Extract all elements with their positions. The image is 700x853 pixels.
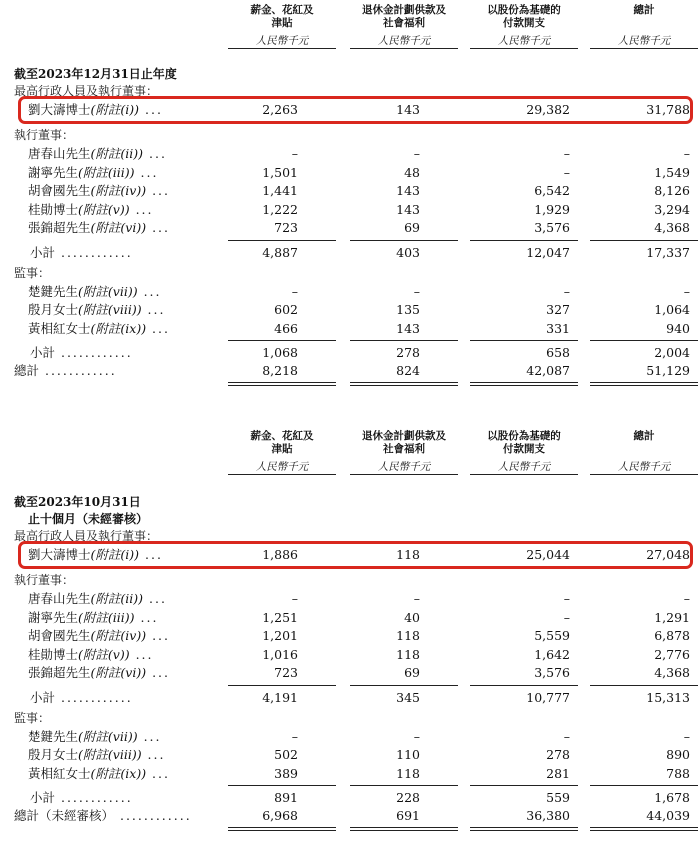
row-value: 143 — [396, 320, 420, 336]
row-name — [28, 728, 162, 745]
row-value: 143 — [396, 102, 420, 117]
row-note: (附註(v)) — [78, 646, 130, 662]
table-row — [0, 283, 700, 300]
table-row — [0, 664, 700, 681]
row-value: 4,887 — [262, 244, 298, 260]
row-value: – — [683, 728, 690, 744]
row-name — [28, 627, 170, 644]
column-header-line: 薪金、花紅及 — [250, 4, 314, 16]
row-value: 502 — [274, 747, 298, 762]
row-note: (附註(i)) — [90, 102, 140, 117]
group-label-supervisors: 監事： — [14, 265, 51, 280]
column-header-line: 社會福利 — [383, 17, 425, 29]
row-value: 331 — [546, 320, 570, 336]
row-value: – — [291, 146, 298, 161]
row-note: (附註(viii)) — [78, 302, 142, 317]
row-value: 3,576 — [534, 220, 570, 235]
column-header-line: 總計 — [633, 4, 655, 16]
row-name — [28, 746, 165, 763]
row-value: 723 — [274, 220, 298, 235]
double-rule — [228, 827, 336, 831]
column-unit: 人民幣千元 — [590, 34, 698, 49]
column-unit: 人民幣千元 — [350, 34, 458, 49]
group-label-supervisors: 監事： — [14, 710, 51, 725]
table-row — [0, 646, 700, 663]
row-value: 40 — [404, 609, 420, 625]
row-value: 8,218 — [262, 363, 298, 378]
row-name — [30, 244, 133, 261]
row-value: – — [563, 283, 570, 299]
row-name — [28, 182, 170, 199]
group-label-executive: 執行董事： — [14, 573, 75, 587]
row-value: 135 — [396, 302, 420, 317]
row-value: 1,064 — [654, 302, 690, 317]
rule — [470, 340, 578, 341]
row-value: 69 — [404, 220, 420, 235]
rule — [470, 685, 578, 686]
row-note: (附註(vii)) — [78, 283, 138, 299]
row-name-text: 謝寧先生 — [28, 164, 79, 180]
row-value: 890 — [666, 747, 690, 762]
row-value: 2,263 — [262, 102, 298, 117]
row-value: 602 — [274, 302, 298, 317]
row-name — [14, 362, 117, 379]
rule — [228, 785, 336, 786]
row-value: 27,048 — [646, 547, 690, 562]
subtotal-row — [0, 789, 700, 806]
leader-dots: ... — [146, 628, 170, 643]
row-value: 1,201 — [262, 628, 298, 643]
row-value: – — [563, 728, 570, 744]
column-header-line: 退休金計劃供款及 — [362, 4, 446, 16]
leader-dots: ... — [139, 547, 163, 562]
row-name — [28, 646, 154, 663]
period-title: 截至2023年10月31日 — [14, 495, 141, 509]
total-row — [0, 362, 700, 379]
subtotal-row — [0, 244, 700, 261]
row-value: 691 — [396, 808, 420, 823]
table-row-highlight — [0, 101, 700, 118]
leader-dots: ............ — [55, 345, 133, 360]
group-label-executive: 執行董事： — [14, 128, 75, 142]
column-header-line: 總計 — [633, 430, 655, 442]
leader-dots: ... — [129, 646, 154, 662]
column-unit: 人民幣千元 — [470, 34, 578, 49]
row-value: 36,380 — [526, 808, 570, 823]
rule — [350, 340, 458, 341]
row-value: 228 — [396, 790, 420, 805]
row-value: 69 — [404, 665, 420, 680]
column-header-line: 社會福利 — [383, 443, 425, 455]
row-name — [28, 590, 167, 607]
row-name — [28, 145, 167, 162]
row-name-text: 小計 — [30, 244, 56, 260]
table-row — [0, 627, 700, 644]
table-row — [0, 164, 700, 181]
row-value: 389 — [274, 765, 298, 781]
column-header-line: 退休金計劃供款及 — [362, 430, 446, 442]
row-value: 1,222 — [262, 201, 298, 217]
row-value: 44,039 — [646, 808, 690, 823]
table-row — [0, 201, 700, 218]
row-note: (附註(vii)) — [78, 728, 138, 744]
table-row — [0, 320, 700, 337]
row-name — [28, 765, 170, 782]
row-value: 466 — [274, 320, 298, 336]
row-name-text: 殷月女士 — [28, 747, 79, 762]
row-name-text: 桂勛博士 — [28, 646, 79, 662]
row-value: 15,313 — [646, 689, 690, 705]
leader-dots: ............ — [55, 689, 133, 705]
row-value: 5,559 — [534, 628, 570, 643]
row-name-text: 唐春山先生 — [28, 146, 91, 161]
rule — [350, 785, 458, 786]
row-name-text: 唐春山先生 — [28, 591, 91, 606]
row-value: 118 — [396, 765, 420, 781]
row-name-text: 殷月女士 — [28, 302, 79, 317]
row-value: 658 — [546, 345, 570, 360]
row-note: (附註(vi)) — [90, 220, 147, 235]
leader-dots: ... — [129, 201, 154, 217]
leader-dots: ... — [146, 665, 170, 680]
row-name-text: 張錦超先生 — [28, 665, 91, 680]
column-header-line: 付款開支 — [503, 17, 545, 29]
row-value: – — [563, 591, 570, 606]
row-value: – — [683, 591, 690, 606]
rule — [470, 240, 578, 241]
row-value: 3,576 — [534, 665, 570, 680]
row-name-text: 桂勛博士 — [28, 201, 79, 217]
leader-dots: ... — [146, 320, 170, 336]
leader-dots: ............ — [114, 808, 192, 823]
row-value: – — [413, 283, 420, 299]
row-note: (附註(iv)) — [90, 628, 147, 643]
subtotal-row — [0, 344, 700, 361]
row-name-text: 謝寧先生 — [28, 609, 79, 625]
column-unit: 人民幣千元 — [470, 460, 578, 475]
row-value: 6,968 — [262, 808, 298, 823]
row-name-text: 黃相紅女士 — [28, 765, 91, 781]
row-value: 1,068 — [262, 345, 298, 360]
row-value: 1,251 — [262, 609, 298, 625]
double-rule — [470, 827, 578, 831]
column-header — [470, 4, 578, 30]
row-value: 118 — [396, 547, 420, 562]
row-value: 824 — [396, 363, 420, 378]
row-name — [28, 546, 163, 563]
table-row — [0, 765, 700, 782]
table-row — [0, 728, 700, 745]
row-value: 51,129 — [646, 363, 690, 378]
row-value: 1,291 — [654, 609, 690, 625]
subtotal-row — [0, 689, 700, 706]
row-value: – — [291, 283, 298, 299]
row-name — [28, 301, 165, 318]
row-value: 1,642 — [534, 646, 570, 662]
row-name-text: 小計 — [30, 790, 56, 805]
row-value: 48 — [404, 164, 420, 180]
row-value: – — [413, 728, 420, 744]
row-value: 25,044 — [526, 547, 570, 562]
row-name — [28, 283, 162, 300]
row-value: 1,678 — [654, 790, 690, 805]
table-row — [0, 301, 700, 318]
row-name-text: 劉大濤博士 — [28, 102, 91, 117]
row-name-text: 胡會國先生 — [28, 183, 91, 198]
row-value: 3,294 — [654, 201, 690, 217]
double-rule — [350, 827, 458, 831]
row-value: 8,126 — [654, 183, 690, 198]
row-value: – — [683, 283, 690, 299]
row-value: 1,549 — [654, 164, 690, 180]
column-header — [228, 430, 336, 456]
row-value: 1,016 — [262, 646, 298, 662]
row-value: 1,501 — [262, 164, 298, 180]
row-value: 4,191 — [262, 689, 298, 705]
row-value: 559 — [546, 790, 570, 805]
leader-dots: ............ — [55, 244, 133, 260]
group-label-senior: 最高行政人員及執行董事： — [14, 529, 159, 543]
leader-dots: ............ — [39, 363, 117, 378]
row-value: – — [683, 146, 690, 161]
column-header — [590, 430, 698, 443]
row-value: 1,441 — [262, 183, 298, 198]
row-note: (附註(ii)) — [90, 146, 144, 161]
rule — [228, 340, 336, 341]
row-value: 118 — [396, 628, 420, 643]
row-value: – — [291, 728, 298, 744]
row-name — [14, 807, 192, 824]
row-value: – — [563, 164, 570, 180]
row-note: (附註(v)) — [78, 201, 130, 217]
column-header-line: 津貼 — [271, 17, 293, 29]
row-value: 31,788 — [646, 102, 690, 117]
row-value: 17,337 — [646, 244, 690, 260]
row-note: (附註(i)) — [90, 547, 140, 562]
double-rule — [350, 382, 458, 386]
period-title: 截至2023年12月31日止年度 — [14, 67, 177, 81]
rule — [590, 240, 698, 241]
leader-dots: ... — [146, 765, 170, 781]
row-value: 278 — [396, 345, 420, 360]
row-name — [28, 320, 170, 337]
row-note: (附註(vi)) — [90, 665, 147, 680]
row-value: 723 — [274, 665, 298, 680]
rule — [590, 340, 698, 341]
row-name — [28, 664, 170, 681]
rule — [590, 685, 698, 686]
row-value: 278 — [546, 747, 570, 762]
row-note: (附註(viii)) — [78, 747, 142, 762]
leader-dots: ... — [143, 591, 167, 606]
row-name-text: 張錦超先生 — [28, 220, 91, 235]
row-name — [28, 219, 170, 236]
table-row — [0, 746, 700, 763]
rule — [350, 240, 458, 241]
leader-dots: ... — [139, 102, 163, 117]
leader-dots: ... — [137, 283, 162, 299]
row-name — [30, 789, 133, 806]
table-row-highlight — [0, 546, 700, 563]
rule — [590, 785, 698, 786]
row-value: 10,777 — [526, 689, 570, 705]
table-row — [0, 145, 700, 162]
table-row — [0, 182, 700, 199]
row-value: 891 — [274, 790, 298, 805]
row-name-text: 胡會國先生 — [28, 628, 91, 643]
row-value: 6,878 — [654, 628, 690, 643]
row-value: 403 — [396, 244, 420, 260]
table-row — [0, 590, 700, 607]
row-name-text: 楚鍵先生 — [28, 283, 79, 299]
rule — [470, 785, 578, 786]
rule — [228, 240, 336, 241]
row-name-text: 黃相紅女士 — [28, 320, 91, 336]
column-unit: 人民幣千元 — [350, 460, 458, 475]
column-header-line: 以股份為基礎的 — [487, 4, 561, 16]
column-unit: 人民幣千元 — [228, 34, 336, 49]
row-value: 940 — [666, 320, 690, 336]
row-name — [28, 609, 158, 626]
table-row — [0, 609, 700, 626]
leader-dots: ... — [134, 609, 159, 625]
table-row — [0, 219, 700, 236]
row-value: 327 — [546, 302, 570, 317]
row-value: 118 — [396, 646, 420, 662]
row-value: – — [413, 146, 420, 161]
row-value: – — [563, 146, 570, 161]
row-value: 4,368 — [654, 665, 690, 680]
double-rule — [228, 382, 336, 386]
row-name — [30, 689, 133, 706]
row-name — [28, 101, 163, 118]
column-header — [350, 430, 458, 456]
row-value: 110 — [396, 747, 420, 762]
row-value: 4,368 — [654, 220, 690, 235]
leader-dots: ... — [141, 747, 166, 762]
group-label-senior: 最高行政人員及執行董事： — [14, 84, 159, 98]
column-header-line: 付款開支 — [503, 443, 545, 455]
column-unit: 人民幣千元 — [228, 460, 336, 475]
row-value: 345 — [396, 689, 420, 705]
leader-dots: ... — [137, 728, 162, 744]
leader-dots: ... — [146, 183, 170, 198]
row-value: 2,004 — [654, 345, 690, 360]
column-header — [350, 4, 458, 30]
row-value: 2,776 — [654, 646, 690, 662]
row-note: (附註(ix)) — [90, 765, 147, 781]
row-name-text: 楚鍵先生 — [28, 728, 79, 744]
row-name — [28, 201, 154, 218]
column-header-line: 津貼 — [271, 443, 293, 455]
row-value: 281 — [546, 765, 570, 781]
row-name-text: 小計 — [30, 689, 56, 705]
row-value: 788 — [666, 765, 690, 781]
leader-dots: ... — [146, 220, 170, 235]
row-value: 1,886 — [262, 547, 298, 562]
double-rule — [590, 382, 698, 386]
row-note: (附註(iv)) — [90, 183, 147, 198]
column-header — [228, 4, 336, 30]
row-name — [28, 164, 158, 181]
row-value: 143 — [396, 201, 420, 217]
row-value: 1,929 — [534, 201, 570, 217]
row-value: – — [413, 591, 420, 606]
row-name-text: 總計 — [14, 363, 40, 378]
row-value: 29,382 — [526, 102, 570, 117]
row-value: 12,047 — [526, 244, 570, 260]
column-header-line: 薪金、花紅及 — [250, 430, 314, 442]
row-note: (附註(iii)) — [78, 164, 135, 180]
column-header — [470, 430, 578, 456]
row-note: (附註(iii)) — [78, 609, 135, 625]
row-note: (附註(ii)) — [90, 591, 144, 606]
row-value: 42,087 — [526, 363, 570, 378]
rule — [350, 685, 458, 686]
column-unit: 人民幣千元 — [590, 460, 698, 475]
row-note: (附註(ix)) — [90, 320, 147, 336]
double-rule — [590, 827, 698, 831]
rule — [228, 685, 336, 686]
row-name-text: 總計（未經審核） — [14, 808, 115, 823]
row-name — [30, 344, 133, 361]
row-name-text: 劉大濤博士 — [28, 547, 91, 562]
row-value: – — [563, 609, 570, 625]
column-header — [590, 4, 698, 17]
leader-dots: ... — [134, 164, 159, 180]
double-rule — [470, 382, 578, 386]
row-name-text: 小計 — [30, 345, 56, 360]
leader-dots: ............ — [55, 790, 133, 805]
leader-dots: ... — [141, 302, 166, 317]
column-header-line: 以股份為基礎的 — [487, 430, 561, 442]
leader-dots: ... — [143, 146, 167, 161]
total-row — [0, 807, 700, 824]
row-value: 143 — [396, 183, 420, 198]
period-title: 止十個月（未經審核） — [28, 512, 149, 526]
row-value: – — [291, 591, 298, 606]
row-value: 6,542 — [534, 183, 570, 198]
